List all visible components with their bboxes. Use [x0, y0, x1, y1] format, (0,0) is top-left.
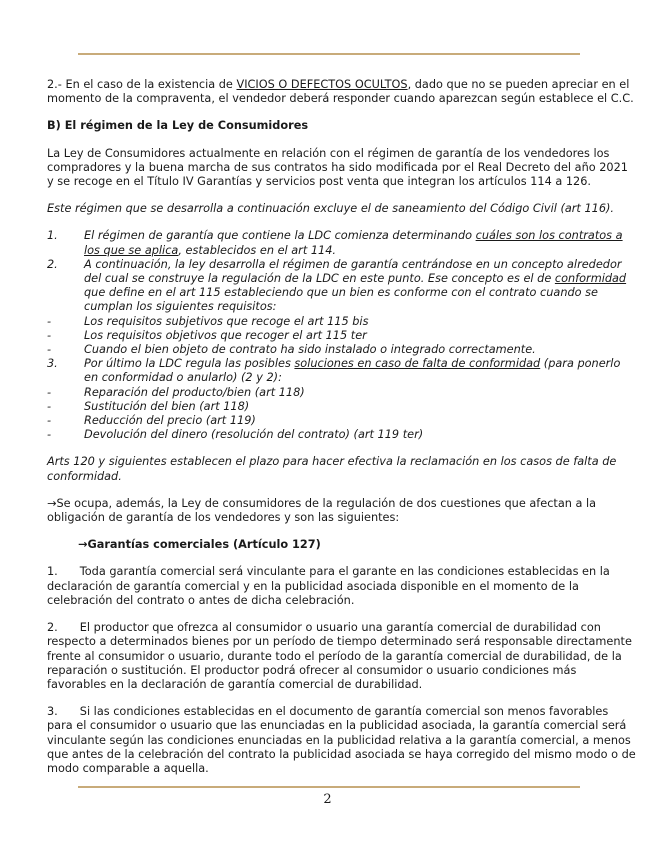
footer-rule: [78, 786, 580, 788]
bullet-item: - Sustitución del bien (art 118): [47, 399, 250, 413]
bullet-item: - Los requisitos objetivos que recoger el art 115 ter: [47, 328, 367, 342]
paragraph-vicios: 2.- En el caso de la existencia de VICIOS O DEFECTOS OCULTOS, dado que no se pueden apreciar en el momento de la compraventa, el vendedor deberá responder cuando aparezcan según establece el C.C.: [47, 78, 634, 106]
list-item-1: 1. El régimen de garantía que contiene la LDC comienza determinando cuáles son los contratos a los que se aplica, establecidos en el art 114.: [47, 229, 623, 257]
page-number: 2: [323, 792, 332, 807]
numbered-list-ldc: [47, 229, 637, 442]
paragraph-dos-cuestiones: →Se ocupa, además, la Ley de consumidores de la regulación de dos cuestiones que afectan a la obligación de garantía de los vendedores y son las siguientes:: [47, 496, 597, 525]
bullet-item: - Los requisitos subjetivos que recoge el art 115 bis: [47, 314, 369, 328]
article-paragraph-2: 2. El productor que ofrezca al consumidor o usuario una garantía comercial de durabilidad con respecto a determinados bienes por un período de tiempo determinado será responsable directamente frente al consumidor o usuario, durante todo el período de la garantía comercial de durabilidad, de la reparación o sustitución. El productor podrá ofrecer al consumidor o usuario condiciones más favorables en la declaración de garantía comercial de durabilidad.: [47, 621, 632, 691]
document-body: [47, 78, 637, 776]
paragraph-plazo: Arts 120 y siguientes establecen el plazo para hacer efectiva la reclamación en los casos de falta de conformidad.: [47, 455, 617, 483]
list-item-3: 3. Por último la LDC regula las posibles soluciones en caso de falta de conformidad (para ponerlo en conformidad o anularlo) (2 y 2):: [47, 357, 621, 385]
soluciones-link[interactable]: soluciones en caso de falta de conformidad: [294, 357, 541, 371]
article-paragraph-1: 1. Toda garantía comercial será vinculante para el garante en las condiciones establecidas en la declaración de garantía comercial y en la publicidad asociada disponible en el momento de la celebración del contrato o antes de dicha celebración.: [47, 565, 610, 607]
bullet-item: - Reparación del producto/bien (art 118): [47, 385, 305, 399]
section-heading-b: B) El régimen de la Ley de Consumidores: [47, 119, 309, 133]
section-heading-garantias: →Garantías comerciales (Artículo 127): [78, 538, 321, 552]
conformidad-link[interactable]: conformidad: [554, 272, 627, 286]
article-paragraph-3: 3. Si las condiciones establecidas en el documento de garantía comercial son menos favorables para el consumidor o usuario que las enunciadas en la publicidad asociada, la garantía comercial será vinculante según las condiciones enunciadas en la publicidad relativa a la garantía comercial, a menos que antes de la celebración del contrato la publicidad asociada se haya corregido del mismo modo o de modo comparable a aquella.: [47, 705, 636, 775]
paragraph-ley-consumidores: La Ley de Consumidores actualmente en relación con el régimen de garantía de los vendedores los compradores y la buena marcha de sus contratos ha sido modificada por el Real Decreto del año 2021 y se recoge en el Título IV Garantías y servicios post venta que integran los artículos 114 a 126.: [47, 146, 628, 189]
bullet-item: - Cuando el bien objeto de contrato ha sido instalado o integrado correctamente.: [47, 343, 536, 357]
contratos-link[interactable]: cuáles son los contratos a los que se aplica: [84, 229, 623, 257]
bullet-item: - Devolución del dinero (resolución del contrato) (art 119 ter): [47, 428, 424, 442]
vicios-link[interactable]: VICIOS O DEFECTOS OCULTOS: [236, 78, 408, 91]
bullet-item: - Reducción del precio (art 119): [47, 414, 256, 428]
paragraph-regimen: Este régimen que se desarrolla a continuación excluye el de saneamiento del Código Civil (art 116).: [47, 202, 615, 216]
header-rule: [78, 53, 580, 55]
list-item-2: 2. A continuación, la ley desarrolla el régimen de garantía centrándose en un concepto alrededor del cual se construye la regulación de la LDC en este punto. Ese concepto es el de conformidad que define en el art 115 estableciendo que un bien es conforme con el contrato cuando se cumplan los siguientes requisitos:: [47, 257, 627, 314]
